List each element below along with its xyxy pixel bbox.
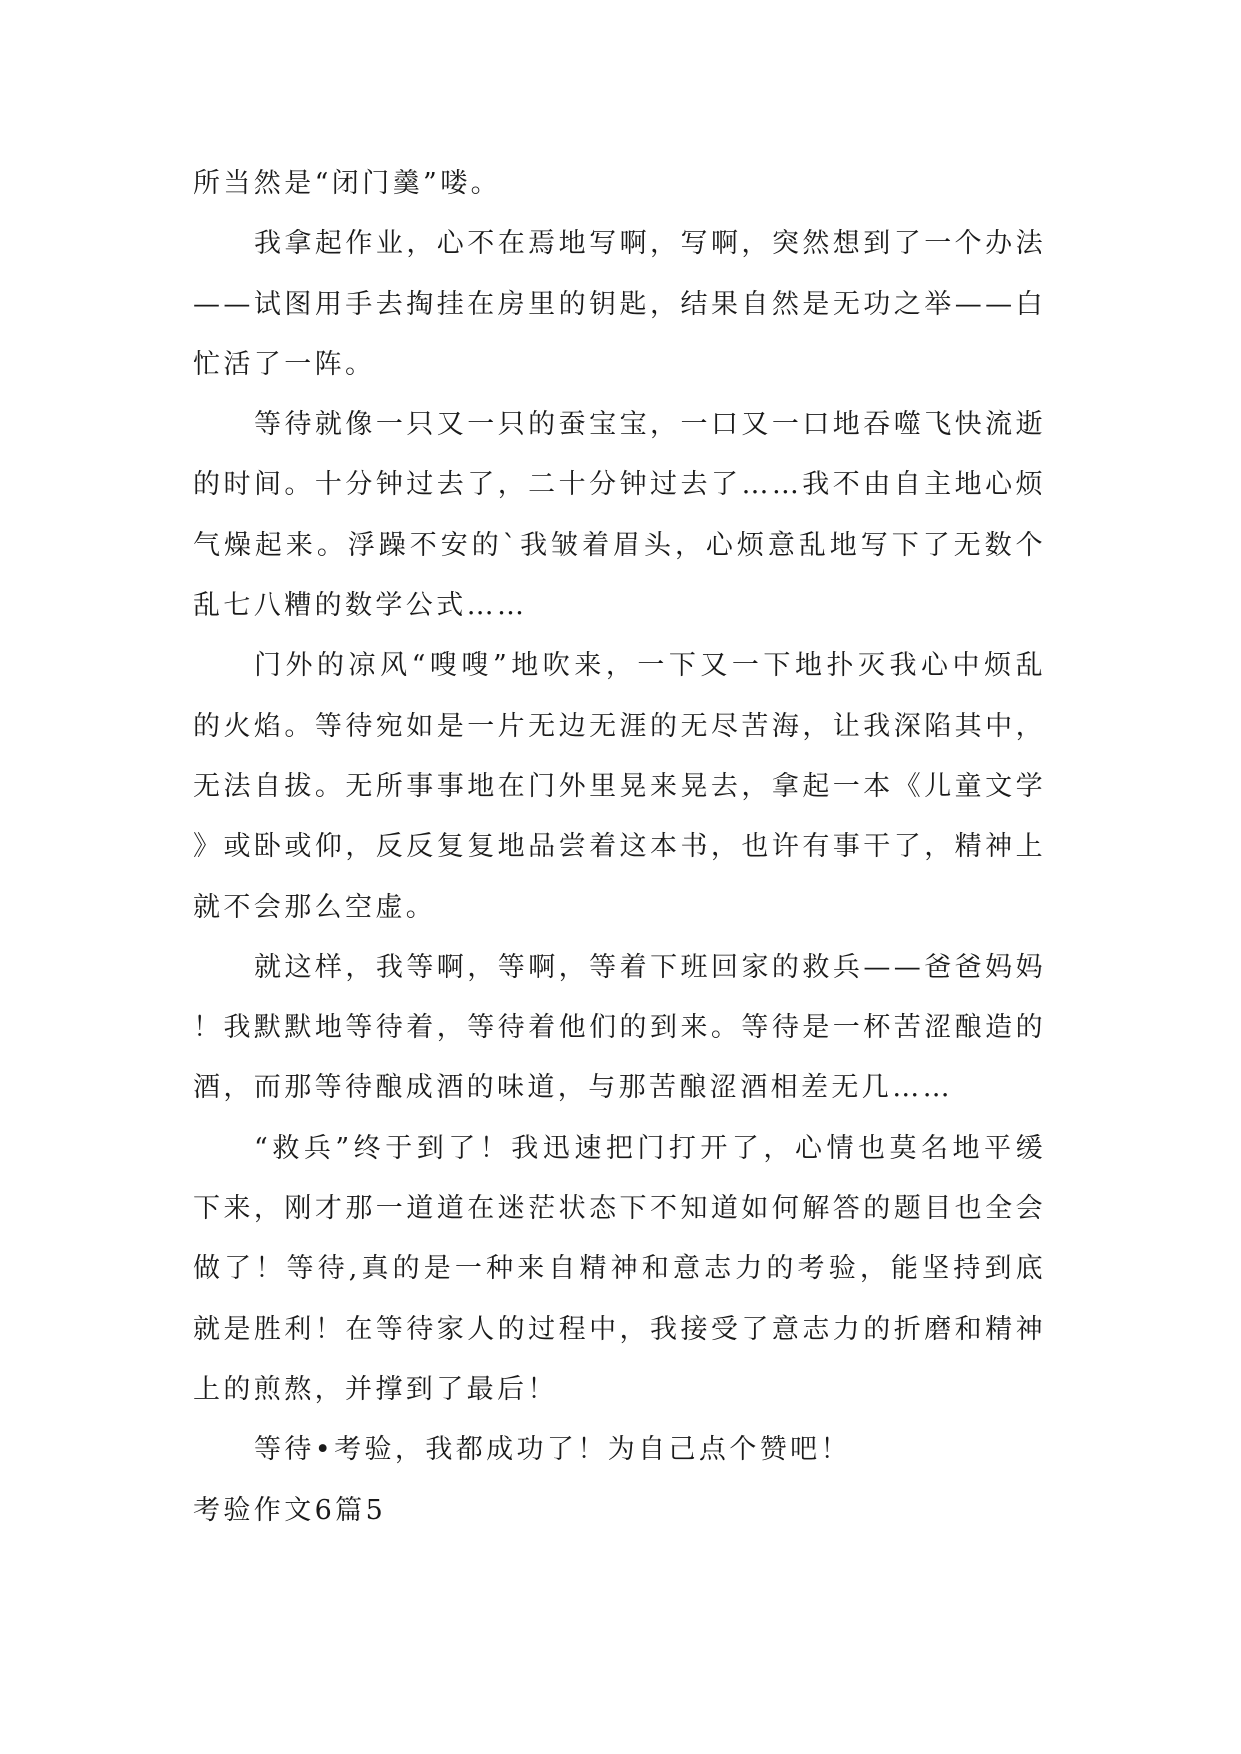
paragraph-5: 就这样，我等啊，等啊，等着下班回家的救兵——爸爸妈妈！我默默地等待着，等待着他们的到来。等待是一杯苦涩酿造的酒，而那等待酿成酒的味道，与那苦酿涩酒相差无几…… [193, 951, 1046, 1104]
paragraph-1: 所当然是“闭门羹”喽。 [193, 168, 502, 199]
paragraph-4: 门外的凉风“嗖嗖”地吹来，一下又一下地扑灭我心中烦乱的火焰。等待宛如是一片无边无涯的无尽苦海，让我深陷其中，无法自拔。无所事事地在门外里晃来晃去，拿起一本《儿童文学》或卧或仰，反反复复地品尝着这本书，也许有事干了，精神上就不会那么空虚。 [193, 650, 1046, 923]
paragraph-3: 等待就像一只又一只的蚕宝宝，一口又一口地吞噬飞快流逝的时间。十分钟过去了，二十分钟过去了……我不由自主地心烦气燥起来。浮躁不安的`我皱着眉头，心烦意乱地写下了无数个乱七八糟的数学公式…… [193, 409, 1046, 622]
paragraph-2: 我拿起作业，心不在焉地写啊，写啊，突然想到了一个办法——试图用手去掏挂在房里的钥匙，结果自然是无功之举——白忙活了一阵。 [193, 228, 1046, 380]
document-page [193, 154, 1046, 1541]
paragraph-7: 等待•考验，我都成功了！为自己点个赞吧！ [254, 1434, 851, 1466]
paragraph-6: “救兵”终于到了！我迅速把门打开了，心情也莫名地平缓下来，刚才那一道道在迷茫状态下不知道如何解答的题目也全会做了！等待,真的是一种来自精神和意志力的考验，能坚持到底就是胜利！在等待家人的过程中，我接受了意志力的折磨和精神上的煎熬，并撑到了最后！ [193, 1132, 1046, 1405]
section-heading: 考验作文6篇5 [193, 1494, 387, 1526]
